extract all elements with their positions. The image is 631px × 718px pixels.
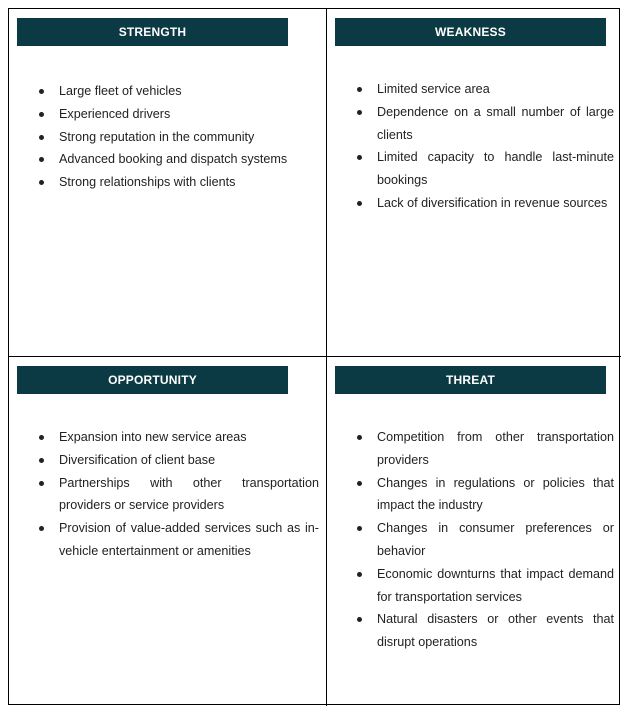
list-item <box>37 472 319 518</box>
bullet-icon <box>39 526 44 531</box>
bullet-icon <box>357 617 362 622</box>
list-item-text: Expansion into new service areas <box>59 430 247 444</box>
list-item <box>355 78 614 101</box>
weakness-header: WEAKNESS <box>335 18 606 46</box>
list-item-text: Partnerships with other transportation providers or service providers <box>59 475 319 513</box>
list-item-text: Strong relationships with clients <box>59 175 236 190</box>
threat-cell <box>327 357 621 706</box>
list-item-text: Changes in consumer preferences or behavior <box>377 521 614 558</box>
weakness-cell <box>327 9 621 357</box>
strength-header: STRENGTH <box>17 18 288 46</box>
threat-header: THREAT <box>335 366 606 394</box>
list-item-text: Advanced booking and dispatch systems <box>59 152 288 167</box>
list-item <box>37 171 319 194</box>
list-item-text: Provision of value-added services such as in-vehicle entertainment or amenities <box>59 521 319 558</box>
list-item <box>37 449 319 472</box>
list-item <box>37 80 319 103</box>
list-item <box>37 148 319 171</box>
bullet-icon <box>357 572 362 577</box>
opportunity-cell <box>9 357 327 706</box>
bullet-icon <box>357 435 362 440</box>
list-item <box>37 126 319 149</box>
threat-list <box>355 426 614 654</box>
list-item <box>355 563 614 609</box>
list-item-text: Lack of diversification in revenue sources <box>377 195 608 210</box>
bullet-icon <box>39 458 44 463</box>
bullet-icon <box>357 110 362 115</box>
bullet-icon <box>357 155 362 160</box>
list-item <box>355 426 614 472</box>
list-item <box>355 517 614 563</box>
bullet-icon <box>39 89 44 94</box>
bullet-icon <box>39 135 44 140</box>
bullet-icon <box>39 435 44 440</box>
bullet-icon <box>39 481 44 486</box>
list-item <box>355 472 614 518</box>
strength-list <box>37 80 319 194</box>
bullet-icon <box>39 180 44 185</box>
list-item-text: Dependence on a small number of large clients <box>377 104 614 142</box>
list-item-text: Limited capacity to handle last-minute bookings <box>377 150 614 188</box>
list-item <box>355 608 614 654</box>
list-item-text: Experienced drivers <box>59 106 171 121</box>
opportunity-list <box>37 426 319 563</box>
strength-cell <box>9 9 327 357</box>
list-item-text: Strong reputation in the community <box>59 129 255 144</box>
list-item-text: Diversification of client base <box>59 452 216 467</box>
list-item <box>355 192 614 215</box>
list-item-text: Changes in regulations or policies that impact the industry <box>377 475 614 513</box>
weakness-list <box>355 78 614 215</box>
bullet-icon <box>39 157 44 162</box>
list-item <box>355 146 614 192</box>
list-item-text: Natural disasters or other events that disrupt operations <box>377 612 614 650</box>
list-item-text: Competition from other transportation providers <box>377 430 614 467</box>
opportunity-header: OPPORTUNITY <box>17 366 288 394</box>
list-item <box>37 426 319 449</box>
swot-table <box>8 8 620 705</box>
list-item-text: Limited service area <box>377 82 490 96</box>
bullet-icon <box>357 526 362 531</box>
bullet-icon <box>357 87 362 92</box>
bullet-icon <box>39 112 44 117</box>
list-item <box>37 103 319 126</box>
bullet-icon <box>357 201 362 206</box>
list-item <box>37 517 319 563</box>
bullet-icon <box>357 481 362 486</box>
list-item-text: Economic downturns that impact demand for transportation services <box>377 566 614 604</box>
list-item-text: Large fleet of vehicles <box>59 84 182 98</box>
list-item <box>355 101 614 147</box>
